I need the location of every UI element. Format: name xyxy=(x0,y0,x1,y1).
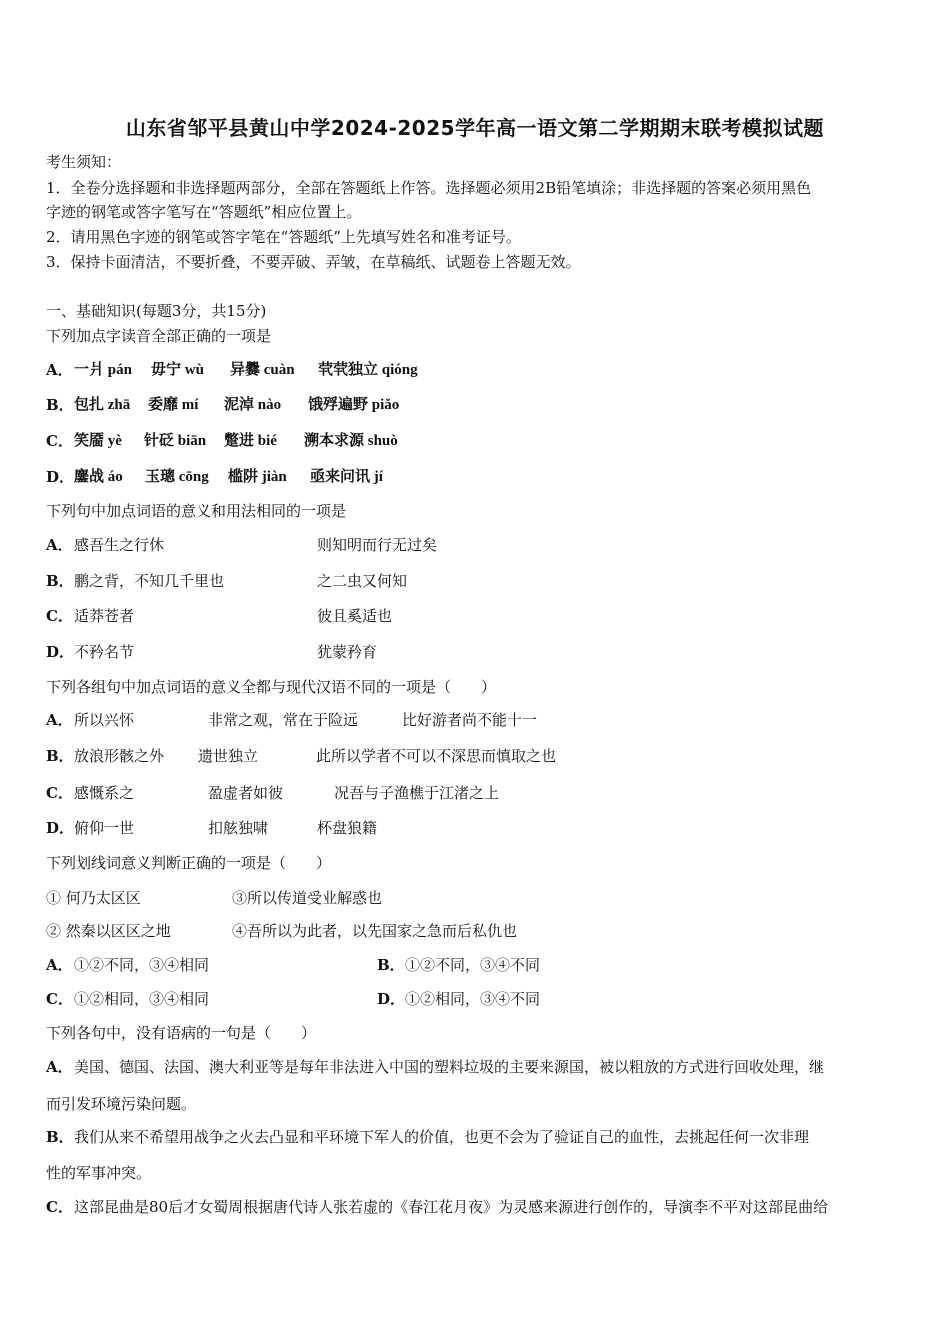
option-item: 溯本求源 shuò xyxy=(304,433,398,449)
question-stem: 下列加点字读音全部正确的一项是 xyxy=(46,327,272,345)
option-item: 包扎 zhā xyxy=(74,397,131,413)
option-item: 异爨 cuàn xyxy=(230,362,295,378)
option-right: 则知明而行无过矣 xyxy=(317,536,438,554)
option-item: 泥淖 nào xyxy=(224,397,282,413)
sentence-item: ② 然秦以区区之地 xyxy=(46,922,171,940)
option-item: 针砭 biān xyxy=(144,433,207,449)
option-label: C． xyxy=(46,990,73,1008)
option-item: 比好游者尚不能十一 xyxy=(402,711,538,729)
option-text-cont: 性的军事冲突。 xyxy=(46,1164,152,1182)
option-item: 鏖战 áo xyxy=(74,469,123,485)
option-label: B． xyxy=(377,956,405,974)
option-text: ①②相同，③④相同 xyxy=(74,990,210,1008)
question-stem: 下列划线词意义判断正确的一项是（ ） xyxy=(46,854,332,872)
option-label: B． xyxy=(46,1128,74,1146)
option-row xyxy=(46,431,74,451)
notice-item: 字迹的钢笔或答字笔写在“答题纸”相应位置上。 xyxy=(46,203,362,221)
option-item: 蹩进 bié xyxy=(224,433,277,449)
option-item: 所以兴怀 xyxy=(74,711,135,729)
page-title: 山东省邹平县黄山中学2024-2025学年高一语文第二学期期末联考模拟试题 xyxy=(125,116,825,140)
option-row xyxy=(377,989,405,1009)
option-item: 槛阱 jiàn xyxy=(228,469,287,485)
option-right: 彼且奚适也 xyxy=(317,607,393,625)
option-label: A． xyxy=(46,956,73,974)
question-stem: 下列句中加点词语的意义和用法相同的一项是 xyxy=(46,502,347,520)
option-label: A． xyxy=(46,361,73,379)
option-row xyxy=(46,783,74,803)
option-left: 不矜名节 xyxy=(74,643,135,661)
option-row xyxy=(46,395,74,415)
option-item: 况吾与子渔樵于江渚之上 xyxy=(334,784,500,802)
option-item: 杯盘狼籍 xyxy=(317,819,378,837)
option-label: C． xyxy=(46,607,73,625)
option-label: A． xyxy=(46,711,73,729)
option-row xyxy=(46,571,74,591)
option-item: 饿殍遍野 piǎo xyxy=(308,397,400,413)
notice-item: 3．保持卡面清洁，不要折叠，不要弄破、弄皱，在草稿纸、试题卷上答题无效。 xyxy=(46,253,581,271)
option-row xyxy=(46,360,74,380)
option-row xyxy=(46,1057,74,1077)
option-row xyxy=(46,606,74,626)
option-row xyxy=(46,467,74,487)
option-item: 委靡 mí xyxy=(148,397,199,413)
option-text: ①②不同，③④不同 xyxy=(405,956,541,974)
option-left: 感吾生之行休 xyxy=(74,536,165,554)
option-label: D． xyxy=(377,990,406,1008)
option-right: 犹蒙矜育 xyxy=(317,643,378,661)
option-right: 之二虫又何知 xyxy=(317,572,408,590)
option-item: 此所以学者不可以不深思而慎取之也 xyxy=(316,747,557,765)
option-label: B． xyxy=(46,747,74,765)
option-row xyxy=(46,1197,74,1217)
option-row xyxy=(46,1127,74,1147)
option-text: 这部昆曲是80后才女蜀周根据唐代诗人张若虚的《春江花月夜》为灵感来源进行创作的，导演李不平对这部昆曲给 xyxy=(74,1198,829,1216)
option-text: ①②不同，③④相同 xyxy=(74,956,210,974)
option-item: 毋宁 wù xyxy=(151,362,204,378)
option-row xyxy=(46,710,74,730)
option-row xyxy=(46,642,74,662)
option-label: C． xyxy=(46,432,73,450)
notice-item: 2．请用黑色字迹的钢笔或答字笔在“答题纸”上先填写姓名和准考证号。 xyxy=(46,228,521,246)
section-heading: 一、基础知识(每题3分，共15分) xyxy=(46,302,267,320)
option-label: D． xyxy=(46,819,75,837)
option-label: D． xyxy=(46,468,75,486)
option-left: 鹏之背，不知几千里也 xyxy=(74,572,225,590)
option-label: D． xyxy=(46,643,75,661)
option-item: 盈虚者如彼 xyxy=(208,784,284,802)
notice-heading: 考生须知： xyxy=(46,153,122,171)
option-label: C． xyxy=(46,784,73,802)
option-item: 俯仰一世 xyxy=(74,819,135,837)
option-label: A． xyxy=(46,536,73,554)
option-item: 玉璁 cōng xyxy=(145,469,209,485)
option-text: 美国、德国、法国、澳大利亚等是每年非法进入中国的塑料垃圾的主要来源国，被以粗放的方式进行回收处理，继 xyxy=(74,1058,825,1076)
option-item: 一爿 pán xyxy=(74,362,132,378)
option-item: 扣舷独啸 xyxy=(208,819,269,837)
option-label: B． xyxy=(46,396,74,414)
option-row xyxy=(46,746,74,766)
sentence-item: ① 何乃太区区 xyxy=(46,889,141,907)
sentence-item: ③所以传道受业解惑也 xyxy=(232,889,383,907)
option-item: 笑靥 yè xyxy=(74,433,122,449)
option-label: C． xyxy=(46,1198,73,1216)
option-item: 感慨系之 xyxy=(74,784,135,802)
option-item: 茕茕独立 qióng xyxy=(318,362,418,378)
option-row xyxy=(377,955,405,975)
option-item: 非常之观，常在于险远 xyxy=(208,711,359,729)
option-row xyxy=(46,955,74,975)
option-text-cont: 而引发环境污染问题。 xyxy=(46,1095,197,1113)
question-stem: 下列各组句中加点词语的意义全都与现代汉语不同的一项是（ ） xyxy=(46,678,497,696)
option-label: B． xyxy=(46,572,74,590)
option-text: 我们从来不希望用战争之火去凸显和平环境下军人的价值，也更不会为了验证自己的血性，去挑起任何一次非理 xyxy=(74,1128,810,1146)
option-item: 亟来问讯 jí xyxy=(310,469,383,485)
option-label: A． xyxy=(46,1058,73,1076)
option-item: 放浪形骸之外 xyxy=(74,747,165,765)
option-text: ①②相同，③④不同 xyxy=(405,990,541,1008)
option-item: 遗世独立 xyxy=(198,747,259,765)
option-left: 适莽苍者 xyxy=(74,607,135,625)
question-stem: 下列各句中，没有语病的一句是（ ） xyxy=(46,1024,317,1042)
option-row xyxy=(46,535,74,555)
option-row xyxy=(46,989,74,1009)
option-row xyxy=(46,818,74,838)
sentence-item: ④吾所以为此者，以先国家之急而后私仇也 xyxy=(232,922,518,940)
notice-item: 1．全卷分选择题和非选择题两部分，全部在答题纸上作答。选择题必须用2B铅笔填涂；非选择题的答案必须用黑色 xyxy=(46,179,812,197)
